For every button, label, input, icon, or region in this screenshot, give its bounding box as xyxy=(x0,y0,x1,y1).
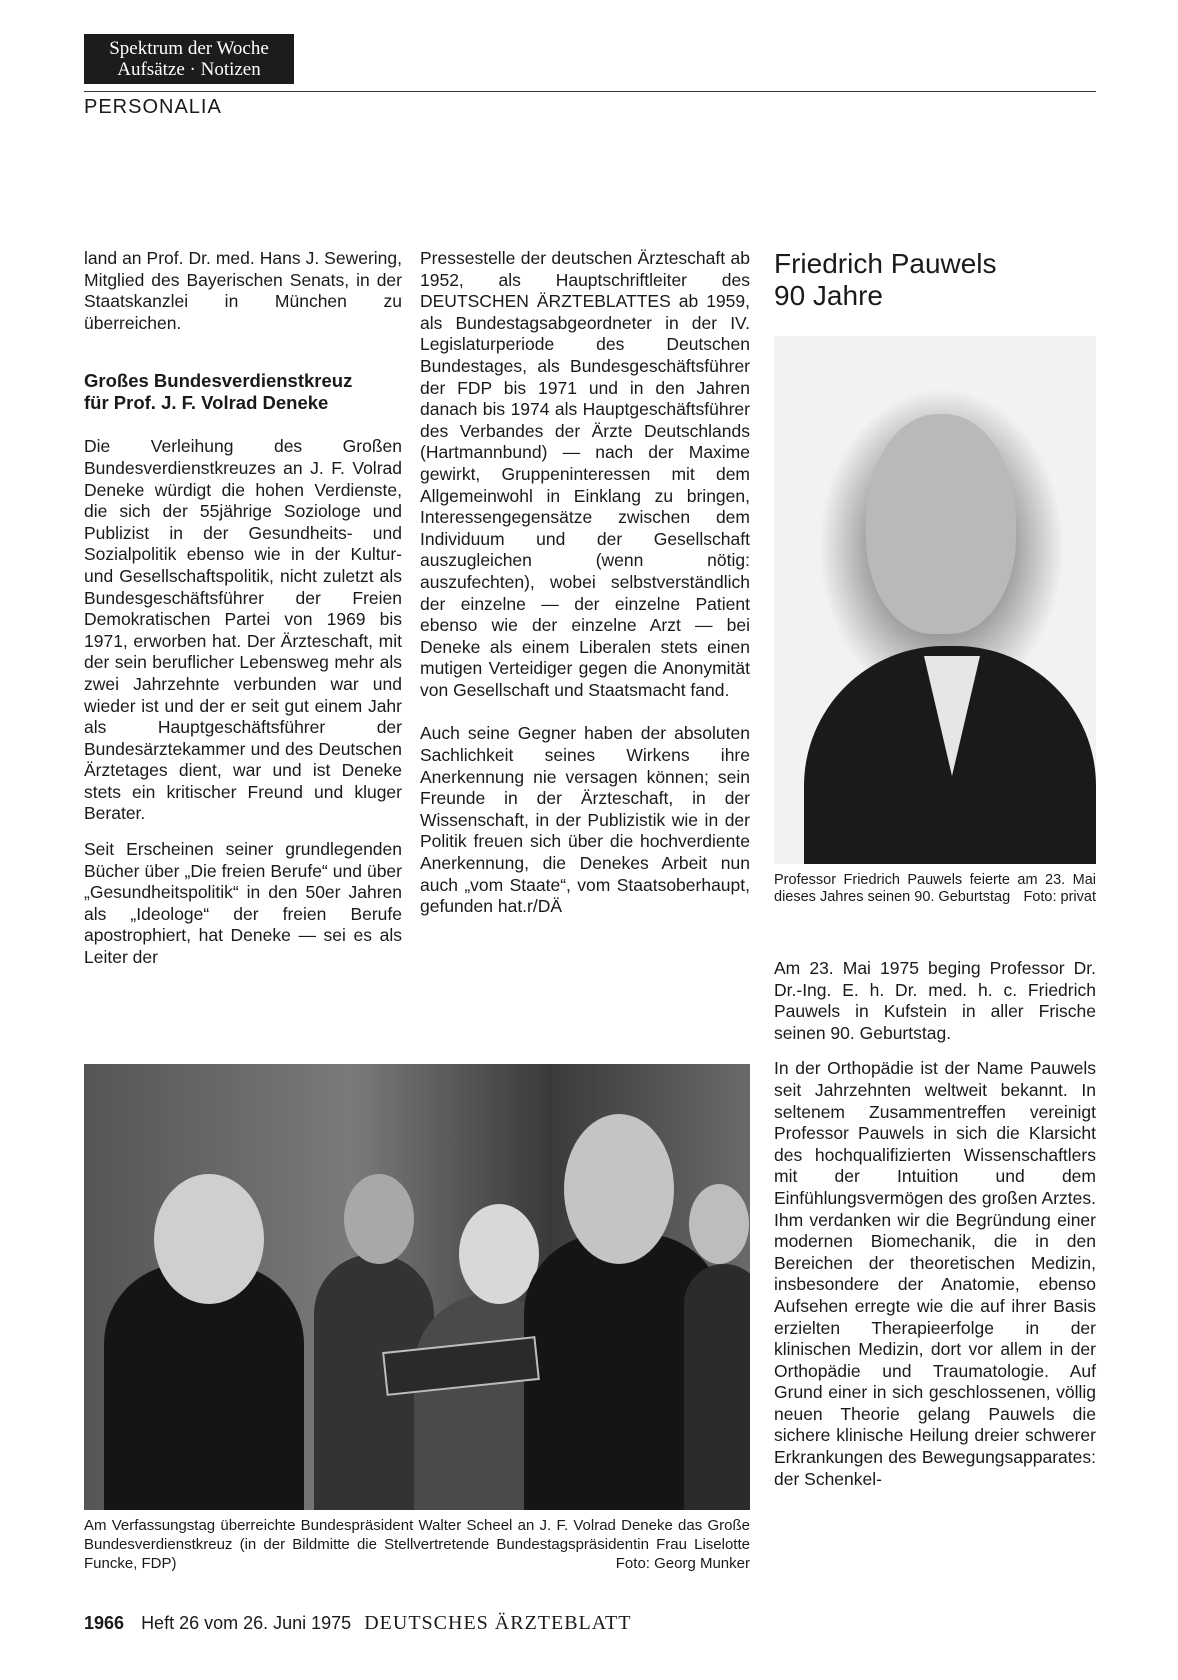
header-rule xyxy=(84,91,1096,92)
ceremony-caption-text: Am Verfassungstag überreichte Bundespräsident Walter Scheel an J. F. Volrad Deneke das Große Bundesverdienstkreuz (in der Bildmitte die Stellvertretende Bundestagspräsidentin Frau Liselotte Funcke, FDP) xyxy=(84,1517,750,1572)
paragraph: land an Prof. Dr. med. Hans J. Sewering, Mitglied des Bayerischen Senats, in der Staatskanzlei in München zu überreichen. xyxy=(84,248,402,333)
paragraph: In der Orthopädie ist der Name Pauwels seit Jahrzehnten weltweit bekannt. In seltenem Zusammentreffen vereinigt Professor Pauwels in sich die Klarsicht des hochqualifizierten Wissenschaftlers mit der Intuition und dem Einfühlungsvermögen des großen Arztes. Ihm verdanken wir die Begründung einer modernen Biomechanik, die in den Bereichen der theoretischen Medizin, insbesondere der Anatomie, ebenso Aufsehen erregte wie die auf ihrer Basis erzielten Therapieerfolge in der klinischen Medizin, dort vor allem in der Orthopädie und Traumatologie. Auf Grund einer in sich geschlossenen, völlig neuen Theorie gelang Pauwels die sichere klinische Heilung dreier schwerer Erkrankungen des Bewegungsapparates: der Schenkel- xyxy=(774,1058,1096,1489)
page-footer xyxy=(84,1612,631,1635)
column-right-body xyxy=(774,958,1096,1490)
column-middle xyxy=(420,248,750,918)
portrait-caption xyxy=(774,872,1096,906)
ceremony-credit: Foto: Georg Munker xyxy=(615,1555,750,1572)
article-heading-line2: für Prof. J. F. Volrad Deneke xyxy=(84,392,329,414)
ceremony-caption xyxy=(84,1516,750,1573)
section-label-line1: Spektrum der Woche xyxy=(109,38,269,59)
journal-name: DEUTSCHES ÄRZTEBLATT xyxy=(364,1612,632,1634)
paragraph: Pressestelle der deutschen Ärzteschaft ab 1952, als Hauptschriftleiter des DEUTSCHEN ÄRZTEBLATTES ab 1959, als Bundestagsabgeordneter in der IV. Legislaturperiode des Deutschen Bundestages, als Bundesgeschäftsführer der FDP bis 1971 und in den Jahren danach bis 1974 als Hauptgeschäftsführer des Verbandes der Ärzte Deutschlands (Hartmannbund) — nach der Maxime gewirkt, Gruppeninteressen mit dem Allgemeinwohl in Einklang zu bringen, Interessengegensätze zwischen dem Individuum und der Gesellschaft auszugleichen (wenn nötig: auszufechten), wobei selbstverständlich der einzelne — der einzelne Patient ebenso wie der einzelne Arzt — bei Deneke als einem Liberalen stets einen mutigen Verteidiger gegen die Anonymität von Gesellschaft und Staatsmacht fand. xyxy=(420,248,750,700)
paragraph: Am 23. Mai 1975 beging Professor Dr. Dr.-Ing. E. h. Dr. med. h. c. Friedrich Pauwels in Kufstein in aller Frische seinen 90. Geburtstag. xyxy=(774,958,1096,1043)
section-label-box xyxy=(84,34,294,84)
column-right xyxy=(774,248,1096,312)
column-left xyxy=(84,248,402,969)
paragraph: Seit Erscheinen seiner grundlegenden Bücher über „Die freien Berufe“ und über „Gesundheitspolitik“ in den 50er Jahren als „Ideologe“ der freien Berufe apostrophiert, hat Deneke — sei es als Leiter der xyxy=(84,839,402,968)
article-title-line2: 90 Jahre xyxy=(774,280,883,311)
issue-info: Heft 26 vom 26. Juni 1975 xyxy=(141,1613,352,1633)
section-title: PERSONALIA xyxy=(84,96,222,118)
paragraph: Auch seine Gegner haben der absoluten Sachlichkeit seines Wirkens ihre Anerkennung nie versagen können; sein Freunde in der Ärzteschaft, in der Wissenschaft, in der Publizistik wie in der Politik freuen sich über die hochverdiente Anerkennung, die Denekes Arbeit nun auch „vom Staate“, vom Staatsoberhaupt, gefunden hat.r/DÄ xyxy=(420,723,750,917)
ceremony-photo xyxy=(84,1064,750,1510)
portrait-credit: Foto: privat xyxy=(1023,889,1096,905)
article-heading-line1: Großes Bundesverdienstkreuz xyxy=(84,370,353,392)
article-title-line1: Friedrich Pauwels xyxy=(774,248,997,279)
portrait-caption-text: Professor Friedrich Pauwels feierte am 23. Mai dieses Jahres seinen 90. Geburtstag xyxy=(774,872,1096,905)
portrait-face xyxy=(866,414,1016,634)
paragraph: Die Verleihung des Großen Bundesverdienstkreuzes an J. F. Volrad Deneke würdigt die hohen Verdienste, die sich der 55jährige Soziologe und Publizist in der Gesundheits- und Sozialpolitik ebenso wie in der Kultur- und Gesellschaftspolitik, nicht zuletzt als Bundesgeschäftsführer der Freien Demokratischen Partei von 1969 bis 1971, erworben hat. Der Ärzteschaft, mit der sein beruflicher Lebensweg mehr als zwei Jahrzehnte verbunden war und wieder ist und der er seit gut einem Jahr als Hauptgeschäftsführer der Bundesärztekammer und des Deutschen Ärztetages dient, war und ist Deneke stets ein kritischer Freund und kluger Berater. xyxy=(84,436,402,824)
portrait-photo xyxy=(774,336,1096,864)
section-label-line2: Aufsätze · Notizen xyxy=(117,59,261,80)
page-number: 1966 xyxy=(84,1613,125,1633)
